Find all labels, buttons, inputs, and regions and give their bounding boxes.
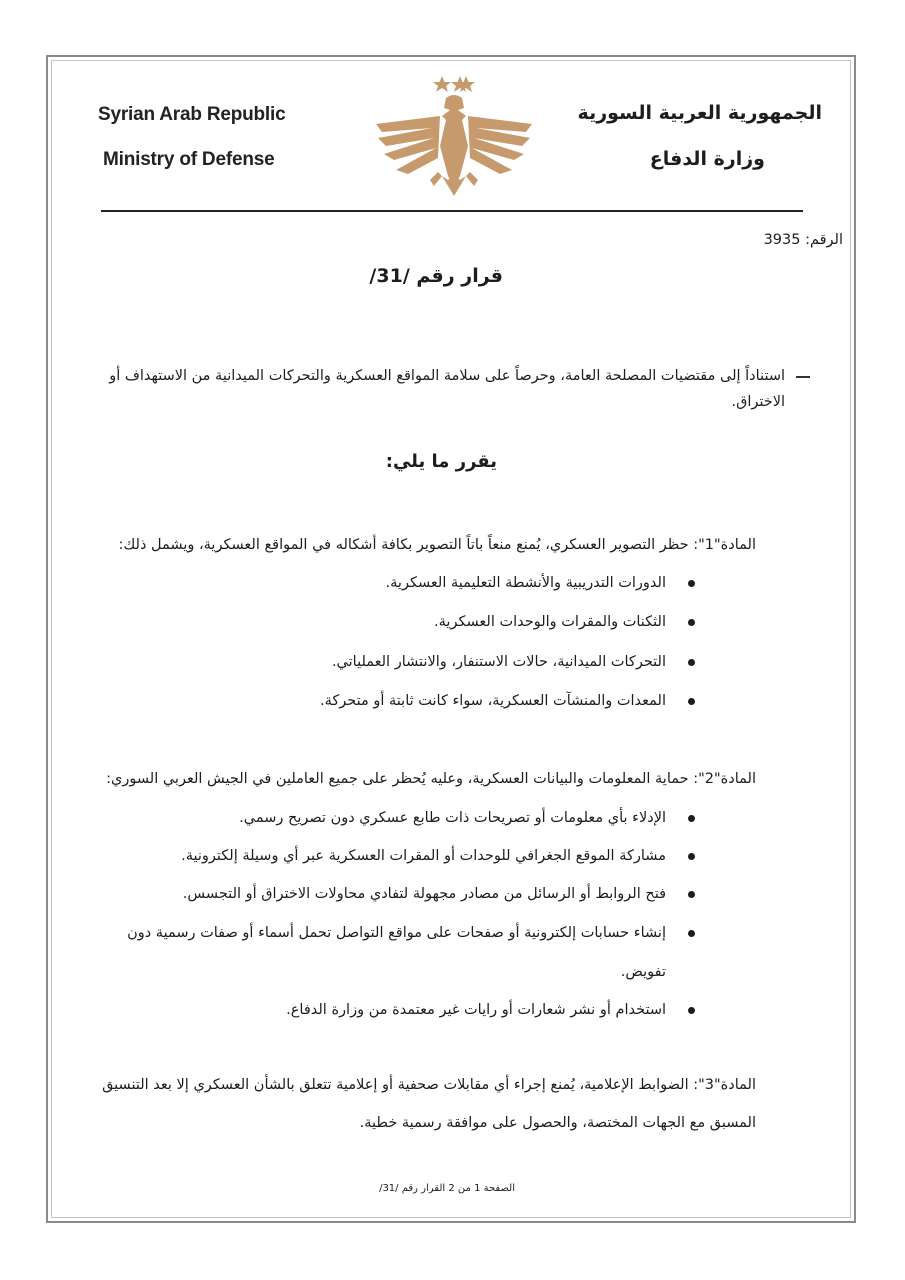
list-item: المعدات والمنشآت العسكرية، سواء كانت ثابتة أو متحركة. [320, 693, 695, 709]
article-1-heading: المادة"1": حظر التصوير العسكري، يُمنع منعاً باتاً التصوير بكافة أشكاله في المواقع العسكرية، ويشمل ذلك: [118, 537, 756, 553]
header-country-en: Syrian Arab Republic [98, 104, 286, 125]
bullet-icon [688, 619, 695, 626]
list-item: مشاركة الموقع الجغرافي للوحدات أو المقرات العسكرية عبر أي وسيلة إلكترونية. [181, 848, 695, 864]
page-inner-border [51, 60, 851, 1218]
preamble-line-1: استناداً إلى مقتضيات المصلحة العامة، وحرصاً على سلامة المواقع العسكرية والتحركات الميدانية من الاستهداف أو [109, 368, 785, 384]
preamble-dash [796, 376, 810, 378]
bullet-icon [688, 1007, 695, 1014]
list-item: فتح الروابط أو الرسائل من مصادر مجهولة لتفادي محاولات الاختراق أو التجسس. [183, 886, 695, 902]
reference-label: الرقم: [805, 232, 843, 248]
bullet-icon [688, 580, 695, 587]
header-ministry-en: Ministry of Defense [103, 149, 275, 170]
bullet-icon [688, 815, 695, 822]
header-country-ar: الجمهورية العربية السورية [577, 102, 822, 124]
reference-value: 3935 [763, 232, 801, 248]
bullet-icon [688, 930, 695, 937]
decides-heading: يقرر ما يلي: [385, 451, 497, 472]
header-divider [101, 210, 803, 212]
bullet-icon [688, 853, 695, 860]
reference-number [764, 232, 843, 248]
list-item: استخدام أو نشر شعارات أو رايات غير معتمدة من وزارة الدفاع. [286, 1002, 695, 1018]
article-3-line-1: المادة"3": الضوابط الإعلامية، يُمنع إجراء أي مقابلات صحفية أو إعلامية تتعلق بالشأن العسكري إلا بعد التنسيق [102, 1077, 756, 1093]
bullet-icon [688, 698, 695, 705]
preamble-line-2: الاختراق. [731, 394, 785, 410]
list-item: الدورات التدريبية والأنشطة التعليمية العسكرية. [386, 575, 695, 591]
header-ministry-ar: وزارة الدفاع [649, 148, 765, 170]
list-item: التحركات الميدانية، حالات الاستنفار، والانتشار العملياتي. [332, 654, 695, 670]
article-3-line-2: المسبق مع الجهات المختصة، والحصول على موافقة رسمية خطية. [359, 1115, 756, 1131]
bullet-icon [688, 659, 695, 666]
list-item: إنشاء حسابات إلكترونية أو صفحات على مواقع التواصل تحمل أسماء أو صفات رسمية دون [127, 925, 695, 941]
decision-title: قرار رقم /31/ [369, 265, 503, 287]
golden-eagle-emblem-icon [372, 76, 536, 196]
page-footer: الصفحة 1 من 2 القرار رقم /31/ [379, 1183, 515, 1194]
list-item-continuation: تفويض. [620, 964, 666, 980]
bullet-icon [688, 891, 695, 898]
article-2-heading: المادة"2": حماية المعلومات والبيانات العسكرية، وعليه يُحظر على جميع العاملين في الجيش العربي السوري: [106, 771, 756, 787]
list-item: الإدلاء بأي معلومات أو تصريحات ذات طابع عسكري دون تصريح رسمي. [239, 810, 695, 826]
list-item: الثكنات والمقرات والوحدات العسكرية. [434, 614, 695, 630]
